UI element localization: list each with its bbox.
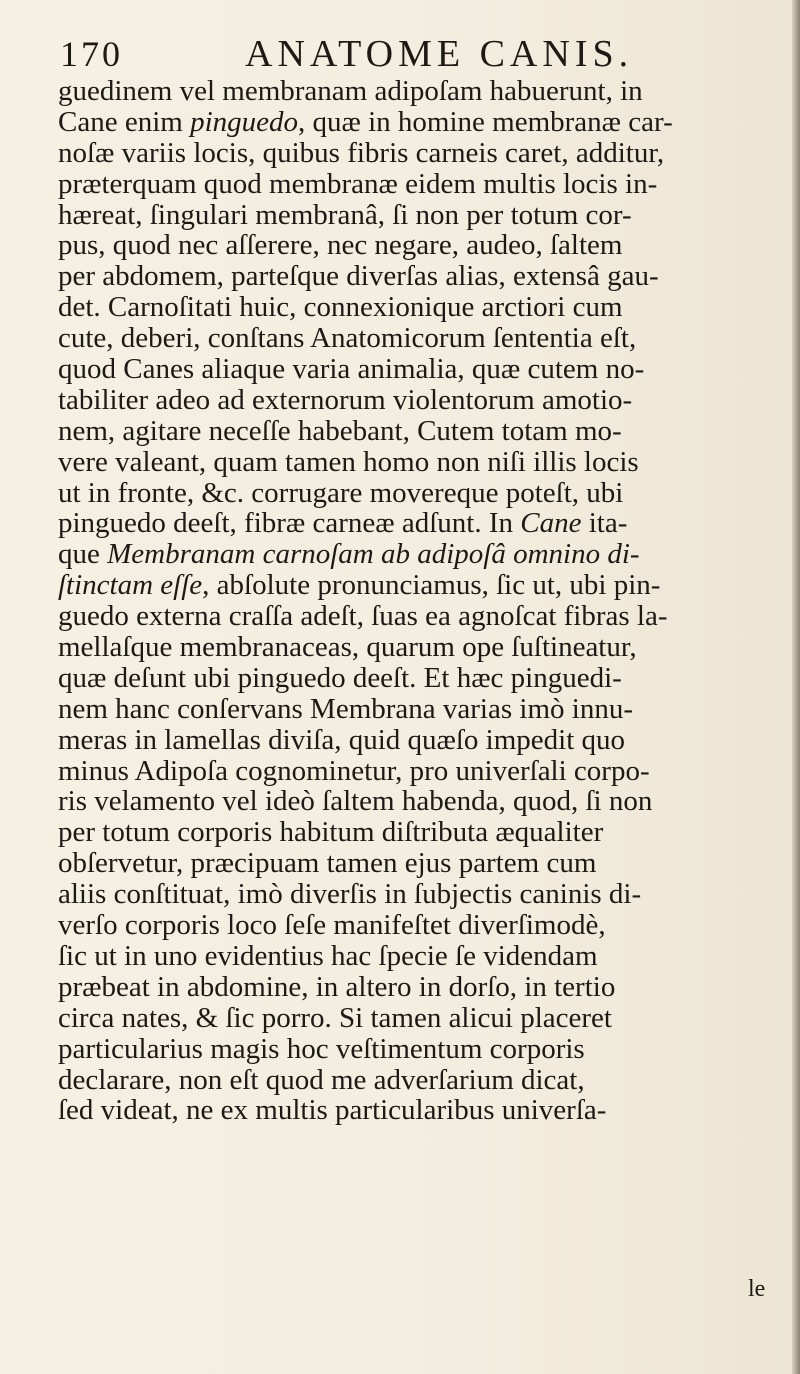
catchword: le [748, 1276, 766, 1302]
body-text [58, 76, 788, 1126]
text-line [58, 694, 788, 725]
text-line [58, 508, 788, 539]
text-segment: declarare, non eſt quod me adverſarium dicat, [58, 1063, 585, 1096]
text-line [58, 169, 788, 200]
text-segment: vere valeant, quam tamen homo non niſi illis locis [58, 445, 639, 478]
text-segment: quod Canes aliaque varia animalia, quæ cutem no- [58, 353, 645, 386]
text-line [58, 817, 788, 848]
text-segment: mellaſque membranaceas, quarum ope ſuſtineatur, [58, 631, 637, 664]
text-segment: verſo corporis loco ſeſe manifeſtet diverſimodè, [58, 909, 606, 942]
page-number: 170 [60, 34, 123, 74]
text-line [58, 385, 788, 416]
text-line [58, 261, 788, 292]
text-segment: nem, agitare neceſſe habebant, Cutem totam mo- [58, 414, 622, 447]
text-segment: guedo externa craſſa adeſt, ſuas ea agnoſcat fibras la- [58, 600, 668, 633]
text-segment: meras in lamellas diviſa, quid quæſo impedit quo [58, 723, 626, 756]
text-segment: cute, deberi, conſtans Anatomicorum ſententia eſt, [58, 322, 637, 355]
text-segment: hæreat, ſingulari membranâ, ſi non per totum cor- [58, 198, 632, 231]
text-segment: guedinem vel membranam adipoſam habuerunt, in [58, 75, 643, 107]
italic-segment: pinguedo [190, 105, 299, 138]
text-line [58, 756, 788, 787]
text-line [58, 138, 788, 169]
text-line [58, 200, 788, 231]
page-edge [792, 0, 800, 1374]
text-line [58, 478, 788, 509]
text-segment: , abſolute pronunciamus, ſic ut, ubi pin- [202, 569, 661, 602]
text-line [58, 292, 788, 323]
text-segment: tabiliter adeo ad externorum violentorum amotio- [58, 383, 633, 416]
text-line [58, 323, 788, 354]
text-line [58, 107, 788, 138]
text-line [58, 910, 788, 941]
text-line [58, 1034, 788, 1065]
text-line [58, 879, 788, 910]
text-line [58, 354, 788, 385]
text-segment: aliis conſtituat, imò diverſis in ſubjectis caninis di- [58, 878, 642, 911]
text-line [58, 786, 788, 817]
text-segment: , quæ in homine membranæ car- [298, 105, 673, 138]
text-line [58, 972, 788, 1003]
text-segment: minus Adipoſa cognominetur, pro univerſali corpo- [58, 754, 650, 787]
text-line [58, 1065, 788, 1096]
italic-segment: Cane [520, 507, 582, 540]
italic-segment: Membranam carnoſam ab adipoſâ omnino di- [107, 538, 640, 571]
text-line [58, 570, 788, 601]
text-line [58, 76, 788, 107]
text-segment: per totum corporis habitum diſtributa æqualiter [58, 816, 604, 849]
text-segment: ſic ut in uno evidentius hac ſpecie ſe videndam [58, 939, 598, 972]
text-segment: ſed videat, ne ex multis particularibus univerſa- [58, 1094, 607, 1127]
text-line [58, 416, 788, 447]
text-segment: particularius magis hoc veſtimentum corporis [58, 1032, 585, 1065]
text-segment: præterquam quod membranæ eidem multis locis in- [58, 167, 658, 200]
text-segment: Cane enim [58, 105, 191, 138]
text-line [58, 848, 788, 879]
text-line [58, 725, 788, 756]
text-segment: nem hanc conſervans Membrana varias imò innu- [58, 692, 633, 725]
text-line [58, 632, 788, 663]
text-segment: ita- [581, 507, 628, 540]
text-line [58, 1003, 788, 1034]
page-header [60, 30, 760, 78]
text-segment: noſæ variis locis, quibus fibris carneis caret, additur, [58, 136, 665, 169]
text-line [58, 230, 788, 261]
text-segment: det. Carnoſitati huic, connexionique arctiori cum [58, 291, 623, 324]
text-line [58, 539, 788, 570]
text-segment: obſervetur, præcipuam tamen ejus partem cum [58, 847, 597, 880]
text-line [58, 447, 788, 478]
text-line [58, 1095, 788, 1126]
text-segment: per abdomem, parteſque diverſas alias, extensâ gau- [58, 260, 659, 293]
text-segment: que [58, 538, 108, 571]
text-segment: circa nates, & ſic porro. Si tamen alicui placeret [58, 1001, 612, 1034]
text-segment: præbeat in abdomine, in altero in dorſo, in tertio [58, 970, 616, 1003]
text-segment: pinguedo deeſt, fibræ carneæ adſunt. In [58, 507, 521, 540]
text-segment: pus, quod nec aſſerere, nec negare, audeo, ſaltem [58, 229, 623, 262]
text-line [58, 941, 788, 972]
text-segment: quæ deſunt ubi pinguedo deeſt. Et hæc pinguedi- [58, 661, 622, 694]
text-line [58, 663, 788, 694]
text-segment: ut in fronte, &c. corrugare movereque poteſt, ubi [58, 476, 624, 509]
text-line [58, 601, 788, 632]
italic-segment: ſtinctam eſſe [58, 569, 203, 602]
text-segment: ris velamento vel ideò ſaltem habenda, quod, ſi non [58, 785, 653, 818]
running-head: ANATOME CANIS. [245, 33, 634, 75]
